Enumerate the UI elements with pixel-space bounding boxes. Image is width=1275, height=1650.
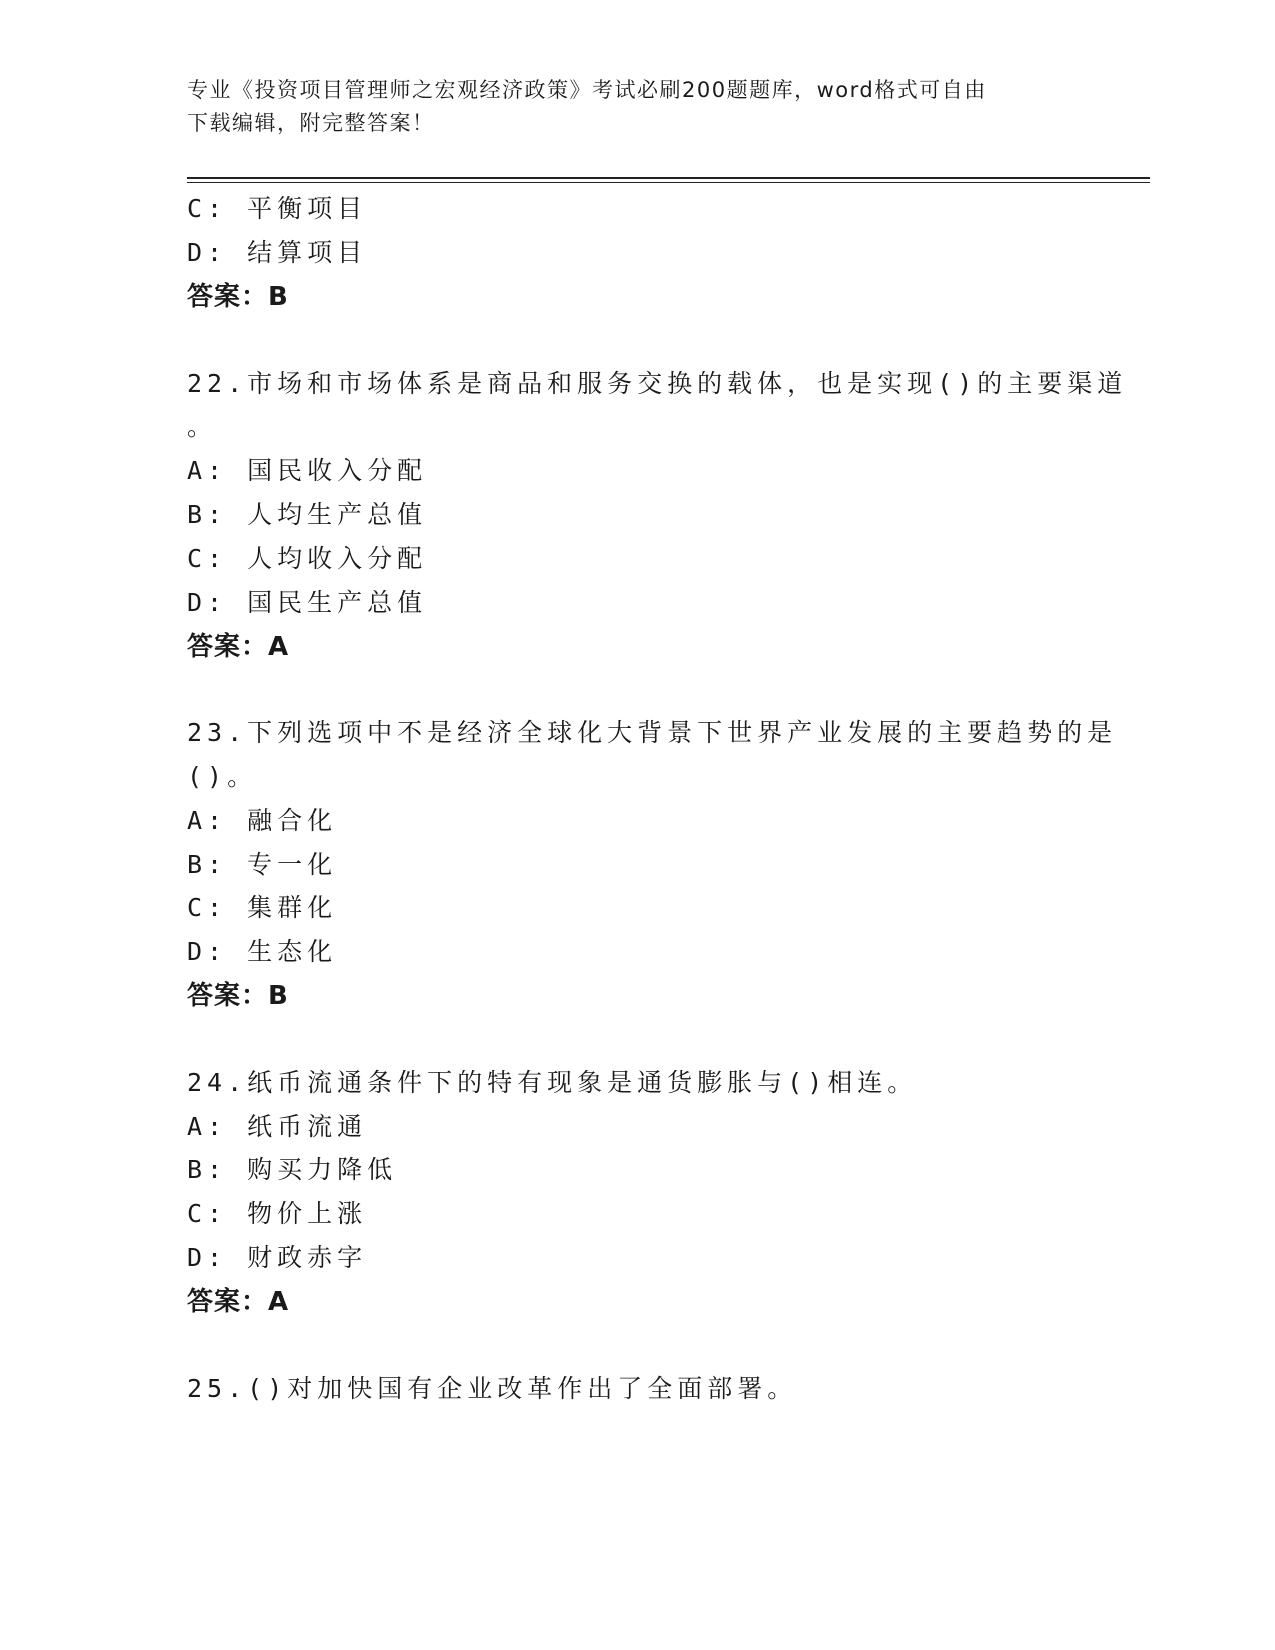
q24-option-c: C: 物价上涨 bbox=[187, 1199, 368, 1228]
q22-stem-line-1: 22.市场和市场体系是商品和服务交换的载体，也是实现()的主要渠道 bbox=[187, 369, 1128, 398]
q23-stem-line-2: ()。 bbox=[187, 762, 258, 791]
q22-option-c: C: 人均收入分配 bbox=[187, 544, 428, 573]
q24-option-a: A: 纸币流通 bbox=[187, 1112, 368, 1141]
document-header bbox=[187, 74, 1087, 140]
q21-option-d: D: 结算项目 bbox=[187, 238, 368, 267]
q23-option-c: C: 集群化 bbox=[187, 893, 338, 922]
q24-option-b: B: 购买力降低 bbox=[187, 1155, 398, 1184]
q21-option-c: C: 平衡项目 bbox=[187, 194, 368, 223]
q23-option-b: B: 专一化 bbox=[187, 850, 338, 879]
header-line-2: 下载编辑，附完整答案！ bbox=[187, 111, 435, 135]
q22-option-a: A: 国民收入分配 bbox=[187, 456, 428, 485]
q22-option-d: D: 国民生产总值 bbox=[187, 588, 428, 617]
q21-answer: 答案：B bbox=[187, 282, 289, 312]
header-line-1: 专业《投资项目管理师之宏观经济政策》考试必刷200题题库，word格式可自由 bbox=[187, 78, 987, 102]
header-rule-thick bbox=[187, 177, 1150, 179]
q22-answer: 答案：A bbox=[187, 632, 290, 662]
header-rule-thin bbox=[187, 182, 1150, 183]
q23-option-d: D: 生态化 bbox=[187, 937, 338, 966]
q22-stem-line-2: 。 bbox=[187, 412, 218, 441]
q22-option-b: B: 人均生产总值 bbox=[187, 500, 428, 529]
q23-stem-line-1: 23.下列选项中不是经济全球化大背景下世界产业发展的主要趋势的是 bbox=[187, 718, 1118, 747]
q23-answer: 答案：B bbox=[187, 981, 289, 1011]
q23-option-a: A: 融合化 bbox=[187, 806, 338, 835]
q24-stem-line-1: 24.纸币流通条件下的特有现象是通货膨胀与()相连。 bbox=[187, 1068, 918, 1097]
q24-option-d: D: 财政赤字 bbox=[187, 1243, 368, 1272]
q25-stem-line-1: 25.()对加快国有企业改革作出了全面部署。 bbox=[187, 1374, 798, 1403]
q24-answer: 答案：A bbox=[187, 1287, 290, 1317]
